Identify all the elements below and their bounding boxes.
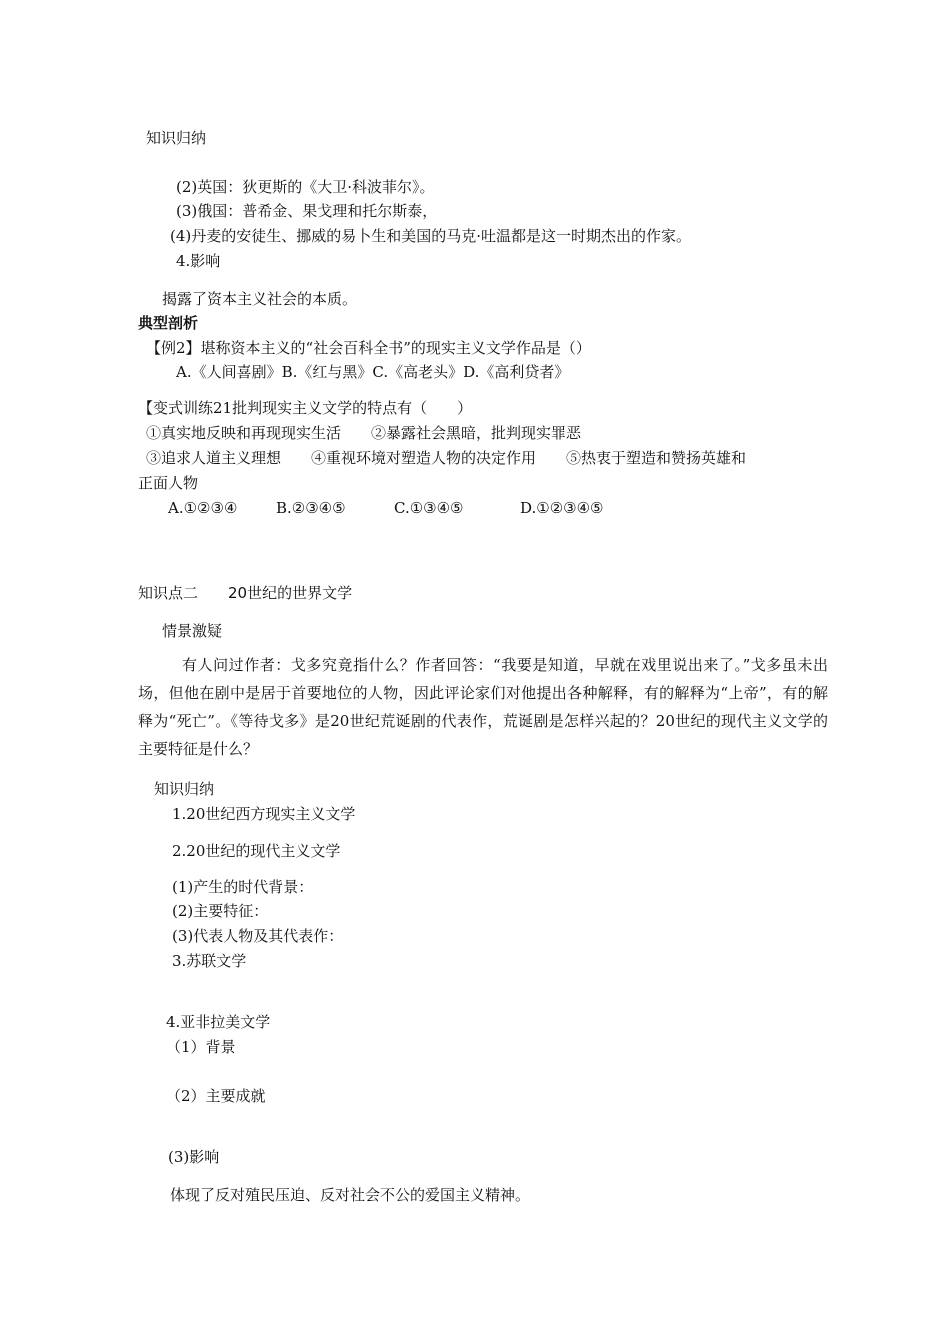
section2-heading: 知识点二 20世纪的世界文学 [138, 584, 353, 602]
variant-statement-line3: 正面人物 [138, 474, 199, 492]
point2-item-features: (2)主要特征： [172, 902, 269, 920]
example-question: 【例2】堪称资本主义的“社会百科全书”的现实主义文学作品是（） [146, 339, 591, 357]
section1-item-russia: (3)俄国：普希金、果戈理和托尔斯泰， [176, 202, 438, 220]
point4-impact-heading: (3)影响 [168, 1148, 220, 1166]
variant-question: 【变式训练21批判现实主义文学的特点有（ ） [138, 399, 473, 417]
variant-statement-line1: ①真实地反映和再现现实生活 ②暴露社会黑暗，批判现实罪恶 [146, 424, 582, 442]
point4-achievements: （2）主要成就 [166, 1087, 266, 1105]
section1-item-others: (4)丹麦的安徒生、挪威的易卜生和美国的马克·吐温都是这一时期杰出的作家。 [170, 227, 692, 245]
point2-item-background: (1)产生的时代背景： [172, 878, 314, 896]
point3-heading: 3.苏联文学 [172, 952, 247, 970]
section1-summary-title: 知识归纳 [146, 129, 207, 147]
point4-impact-text: 体现了反对殖民压迫、反对社会不公的爱国主义精神。 [170, 1186, 531, 1204]
scenario-title: 情景激疑 [162, 622, 223, 640]
scenario-paragraph: 有人问过作者：戈多究竟指什么？作者回答：“我要是知道，早就在戏里说出来了。”戈多虽未出场，但他在剧中是居于首要地位的人物，因此评论家们对他提出各种解释，有的解释为“上帝”，有的解释为“死亡”。《等待戈多》是20世纪荒诞剧的代表作，荒诞剧是怎样兴起的？20世纪的现代主义文学的主要特征是什么？ [138, 656, 828, 758]
point4-background: （1）背景 [166, 1038, 236, 1056]
variant-option-b: B.②③④⑤ [276, 499, 346, 517]
section1-impact-text: 揭露了资本主义社会的本质。 [162, 290, 358, 308]
example-options: A.《人间喜剧》B.《红与黑》C.《高老头》D.《高利贷者》 [176, 363, 570, 381]
analysis-title: 典型剖析 [138, 314, 199, 332]
point1-heading: 1.20世纪西方现实主义文学 [172, 805, 356, 823]
section1-item-impact-heading: 4.影响 [176, 252, 221, 270]
section2-summary-title: 知识归纳 [154, 780, 215, 798]
point2-heading: 2.20世纪的现代主义文学 [172, 842, 341, 860]
point4-heading: 4.亚非拉美文学 [166, 1013, 271, 1031]
variant-statement-line2: ③追求人道主义理想 ④重视环境对塑造人物的决定作用 ⑤热衷于塑造和赞扬英雄和 [146, 449, 747, 467]
variant-option-a: A.①②③④ [168, 499, 238, 517]
variant-option-c: C.①③④⑤ [394, 499, 464, 517]
section1-item-uk: (2)英国：狄更斯的《大卫·科波菲尔》。 [176, 178, 435, 196]
point2-item-representatives: (3)代表人物及其代表作： [172, 927, 344, 945]
variant-option-d: D.①②③④⑤ [520, 499, 604, 517]
